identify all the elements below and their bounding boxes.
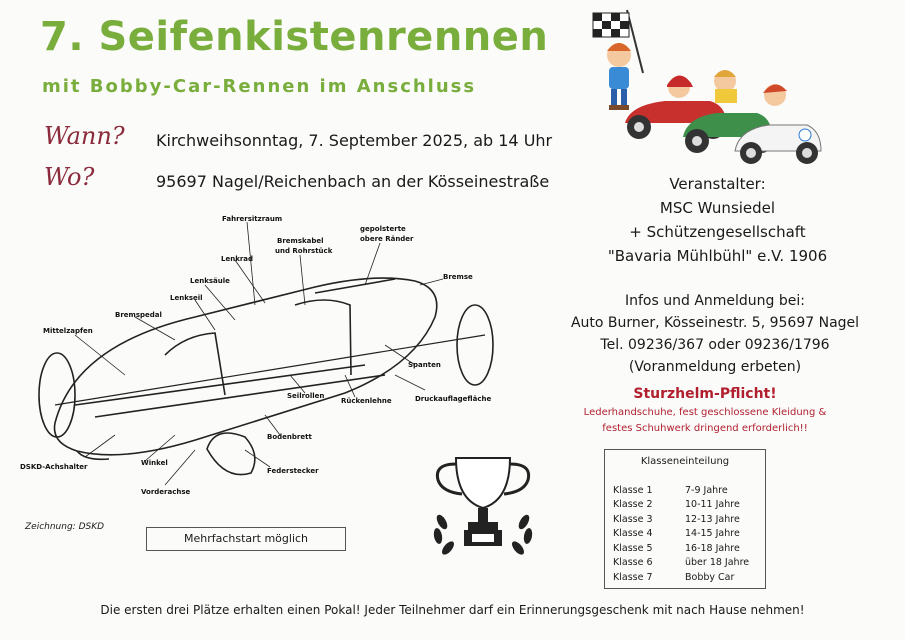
table-row (613, 483, 749, 498)
info-note: (Voranmeldung erbeten) (628, 359, 802, 375)
class-age: über 18 Jahre (685, 557, 750, 569)
table-row (613, 498, 749, 513)
organizer-heading: Veranstalter: (669, 175, 766, 193)
label-achshalter: DSKD-Achshalter (20, 463, 88, 471)
label-lenkrad: Lenkrad (221, 255, 254, 263)
organizer-line-1: MSC Wunsiedel (659, 199, 776, 217)
drawing-credit: Zeichnung: DSKD (25, 522, 105, 532)
equipment-warning (555, 405, 855, 437)
label-bremse: Bremse (443, 273, 473, 281)
label-vorderachse: Vorderachse (141, 488, 191, 496)
page-subtitle: mit Bobby-Car-Rennen im Anschluss (42, 76, 477, 97)
class-age: 10-11 Jahre (685, 499, 740, 511)
label-federstecker: Federstecker (267, 467, 319, 475)
class-name: Klasse 6 (613, 557, 653, 569)
label-bodenbrett: Bodenbrett (267, 433, 312, 441)
label-lenksaeule: Lenksäule (190, 277, 230, 285)
when-value: Kirchweihsonntag, 7. September 2025, ab 14 Uhr (156, 131, 553, 150)
label-winkel: Winkel (141, 459, 168, 467)
label-gepolsterte-2: obere Ränder (360, 235, 414, 243)
info-phone: Tel. 09236/367 oder 09236/1796 (600, 337, 830, 353)
front-left-wheel (207, 433, 255, 475)
info-heading: Infos und Anmeldung bei: (625, 293, 805, 309)
multistart-note: Mehrfachstart möglich (146, 527, 346, 551)
table-row (613, 556, 749, 571)
class-name: Klasse 5 (613, 542, 653, 554)
label-fahrersitzraum: Fahrersitzraum (222, 215, 283, 223)
table-row (613, 541, 749, 556)
class-age: 12-13 Jahre (685, 513, 740, 525)
label-mittelzapfen: Mittelzapfen (43, 327, 93, 335)
race-cars-illustration (585, 5, 825, 170)
class-table-body (613, 483, 749, 585)
label-bremskabel-2: und Rohrstück (275, 247, 333, 255)
where-label: Wo? (44, 163, 95, 191)
class-age: 16-18 Jahre (685, 542, 740, 554)
helmet-warning: Sturzhelm-Pflicht! (633, 386, 777, 402)
label-lenkseil: Lenkseil (170, 294, 203, 302)
leader-lines (75, 222, 443, 485)
class-name: Klasse 4 (613, 528, 653, 540)
class-name: Klasse 3 (613, 513, 653, 525)
class-age: Bobby Car (685, 571, 735, 583)
kid-with-flag (607, 43, 631, 110)
organizer-line-2: + Schützengesellschaft (629, 223, 806, 241)
info-block (555, 290, 875, 378)
front-right-wheel (457, 305, 493, 385)
label-druckauflage: Druckauflagefläche (415, 395, 492, 403)
info-address: Auto Burner, Kösseinestr. 5, 95697 Nagel (570, 315, 860, 331)
label-rueckenlehne: Rückenlehne (341, 397, 392, 405)
class-age: 7-9 Jahre (685, 484, 728, 496)
label-spanten: Spanten (408, 361, 441, 369)
soapbox-diagram (15, 205, 515, 505)
car-body-outline (54, 278, 436, 459)
organizer-block (590, 172, 845, 268)
class-name: Klasse 7 (613, 571, 653, 583)
table-row (613, 512, 749, 527)
equipment-line-1: Lederhandschuhe, fest geschlossene Kleidung & (583, 407, 827, 418)
label-bremskabel-1: Bremskabel (277, 237, 324, 245)
page-title: 7. Seifenkistenrennen (40, 14, 549, 60)
class-age: 14-15 Jahre (685, 528, 740, 540)
label-bremspedal: Bremspedal (115, 311, 162, 319)
class-table (604, 449, 766, 589)
when-label: Wann? (44, 122, 125, 150)
class-name: Klasse 1 (613, 484, 653, 496)
class-name: Klasse 2 (613, 499, 653, 511)
class-table-heading: Klasseneinteilung (640, 456, 730, 467)
label-seilrollen: Seilrollen (287, 392, 325, 400)
organizer-line-3: "Bavaria Mühlbühl" e.V. 1906 (607, 247, 828, 265)
where-value: 95697 Nagel/Reichenbach an der Kösseinestraße (156, 172, 550, 191)
label-gepolsterte-1: gepolsterte (360, 225, 406, 233)
footer-note: Die ersten drei Plätze erhalten einen Pokal! Jeder Teilnehmer darf ein Erinnerungsgeschenk mit nach Hause nehmen! (100, 603, 805, 617)
equipment-line-2: festes Schuhwerk dringend erforderlich!! (602, 423, 808, 434)
table-row (613, 527, 749, 542)
table-row (613, 570, 749, 585)
rear-left-wheel (39, 353, 75, 437)
checkered-flag-icon (593, 13, 629, 37)
